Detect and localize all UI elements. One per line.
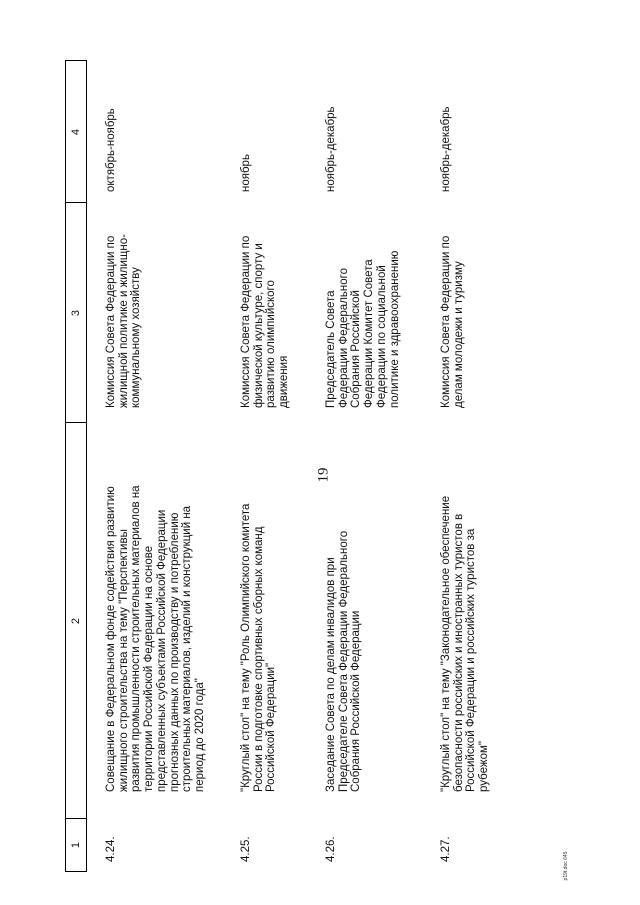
item-number: 4.26. — [325, 836, 337, 862]
event-description: "Круглый стол" на тему "Роль Олимпийского комитета России в подготовке спортивных сборных команд Российской Федерации" — [240, 503, 278, 792]
event-description: Заседание Совета по делам инвалидов при Председателе Совета Федерации Федерального Собрания Российской Федерации — [325, 530, 363, 792]
responsible-party: Председатель Совета Федерации Федерального Собрания Российской Федерации Комитет Совета Федерации по социальной политике и здравоохранению — [325, 250, 401, 408]
event-description: "Круглый стол" на тему "Законодательное обеспечение безопасности российских и иностранных туристов в Российской Федерации и российских туристов за рубежом" — [440, 495, 491, 792]
item-number: 4.27. — [440, 836, 452, 862]
responsible-party: Комиссия Совета Федерации по делам молодежи и туризму — [440, 235, 465, 408]
responsible-party: Комиссия Совета Федерации по физической культуре, спорту и развитию олимпийского движения — [240, 235, 291, 408]
item-number: 4.25. — [240, 836, 252, 862]
event-date: октябрь-ноябрь — [105, 108, 117, 192]
event-description: Совещание в Федеральном фонде содействия развитию жилищного строительства на тему "Перспективы развития промышленности строительных материалов на территории Российской Федерации на основе представленных субъектами Российской Федерации прогнозных данных по производству и потреблению строительных материалов, изделий и конструкций на период до 2020 года" — [105, 485, 206, 792]
column-header-1: 1 — [70, 841, 82, 849]
column-header-4: 4 — [70, 128, 82, 136]
event-date: ноябрь — [240, 154, 252, 192]
document-table — [65, 60, 593, 872]
page-number: 19 — [315, 467, 332, 483]
event-date: ноябрь-декабрь — [325, 106, 337, 192]
table-header — [65, 60, 87, 872]
column-header-2: 2 — [70, 617, 82, 625]
item-number: 4.24. — [105, 836, 117, 862]
responsible-party: Комиссия Совета Федерации по жилищной политике и жилищно-коммунальному хозяйству — [105, 234, 143, 408]
event-date: ноябрь-декабрь — [440, 106, 452, 192]
footer-code: p19t.doc 645 — [563, 851, 569, 881]
column-header-3: 3 — [70, 309, 82, 317]
